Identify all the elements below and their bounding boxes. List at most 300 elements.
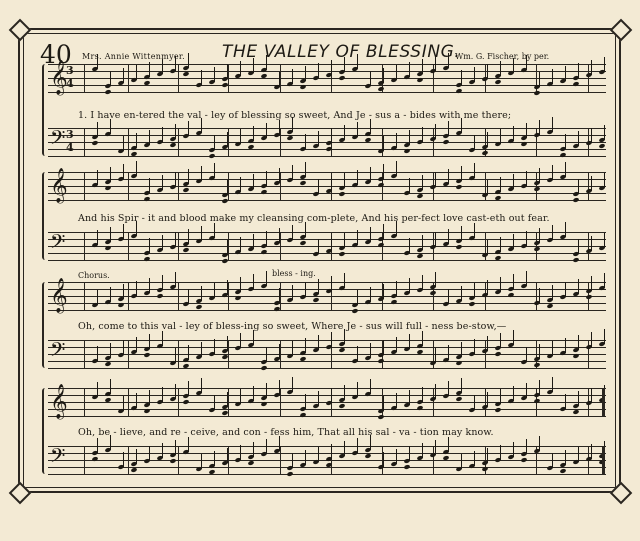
barline: [536, 282, 537, 310]
note-stem: [578, 179, 579, 194]
barline: [433, 446, 434, 474]
note-head: [338, 251, 345, 257]
note-stem: [578, 391, 579, 406]
note-stem: [565, 282, 566, 297]
note-stem: [422, 175, 423, 190]
note-stem: [162, 275, 163, 290]
note-stem: [552, 225, 553, 240]
barline: [84, 446, 85, 474]
note-head: [533, 398, 540, 404]
note-stem: [266, 123, 267, 138]
note-stem: [175, 384, 176, 399]
staff-line: [48, 232, 606, 233]
note-head: [403, 148, 410, 154]
note-head: [390, 299, 397, 305]
note-stem: [331, 444, 332, 459]
note-stem: [474, 67, 475, 82]
barline: [84, 172, 85, 200]
note-stem: [513, 442, 514, 457]
note-stem: [383, 340, 384, 355]
note-stem: [513, 174, 514, 189]
note-stem: [422, 235, 423, 250]
note-stem: [526, 383, 527, 398]
barline: [280, 282, 281, 310]
note-stem: [565, 134, 566, 149]
note-stem: [305, 338, 306, 353]
note-stem: [591, 276, 592, 291]
note-stem: [500, 61, 501, 76]
note-stem: [136, 393, 137, 408]
note-head: [520, 141, 527, 147]
note-stem: [136, 133, 137, 148]
note-stem: [175, 272, 176, 287]
note-stem: [201, 454, 202, 469]
note-stem: [318, 179, 319, 194]
note-head: [442, 139, 449, 145]
note-stem: [240, 389, 241, 404]
barline: [84, 232, 85, 260]
note-stem: [448, 437, 449, 452]
staff: [48, 340, 606, 368]
note-stem: [552, 453, 553, 468]
note-stem: [214, 67, 215, 82]
note-head: [572, 353, 579, 359]
note-head: [234, 295, 241, 301]
barline: [228, 446, 229, 474]
note-head: [117, 302, 124, 308]
note-stem: [149, 446, 150, 461]
time-signature: 3 4: [66, 64, 74, 90]
note-stem: [318, 391, 319, 406]
barline: [228, 232, 229, 260]
staff-line: [48, 446, 606, 447]
note-stem: [253, 58, 254, 73]
note-stem: [591, 444, 592, 459]
note-stem: [578, 63, 579, 78]
note-head: [377, 358, 384, 364]
note-stem: [266, 439, 267, 454]
lyric-line-1: 1. I have en-tered the val - ley of blessing so sweet, And Je - sus a - bides with me there;: [78, 110, 512, 121]
author-credit: Mrs. Annie Wittenmyer.: [82, 52, 186, 61]
note-stem: [513, 58, 514, 73]
note-stem: [565, 450, 566, 465]
note-stem: [175, 56, 176, 71]
note-stem: [97, 170, 98, 185]
note-stem: [526, 123, 527, 138]
note-head: [143, 408, 150, 414]
note-stem: [409, 130, 410, 145]
note-stem: [513, 274, 514, 289]
note-stem: [240, 61, 241, 76]
note-stem: [201, 286, 202, 301]
note-stem: [474, 339, 475, 354]
note-stem: [409, 390, 410, 405]
note-stem: [565, 162, 566, 177]
note-stem: [279, 168, 280, 183]
barline: [433, 128, 434, 156]
note-stem: [292, 165, 293, 180]
note-stem: [552, 377, 553, 392]
note-stem: [604, 329, 605, 344]
note-stem: [357, 438, 358, 453]
note-stem: [214, 283, 215, 298]
note-stem: [578, 239, 579, 254]
note-head: [104, 185, 111, 191]
note-stem: [305, 162, 306, 177]
note-stem: [253, 174, 254, 189]
note-stem: [604, 233, 605, 248]
note-head: [104, 361, 111, 367]
note-stem: [123, 452, 124, 467]
note-stem: [175, 440, 176, 455]
note-stem: [110, 343, 111, 358]
note-head: [481, 466, 488, 472]
staff: [48, 446, 606, 474]
note-stem: [123, 284, 124, 299]
note-stem: [513, 386, 514, 401]
barline: [128, 128, 129, 156]
barline: [280, 172, 281, 200]
note-stem: [448, 229, 449, 244]
note-stem: [500, 129, 501, 144]
note-stem: [591, 60, 592, 75]
note-stem: [487, 280, 488, 295]
note-stem: [357, 54, 358, 69]
note-stem: [149, 130, 150, 145]
note-stem: [435, 124, 436, 139]
treble-clef-icon: 𝄞: [50, 168, 68, 203]
note-stem: [604, 57, 605, 72]
note-stem: [175, 232, 176, 247]
system-brace: [42, 282, 47, 368]
note-stem: [526, 347, 527, 362]
note-head: [143, 352, 150, 358]
note-stem: [357, 122, 358, 137]
note-stem: [396, 65, 397, 80]
note-stem: [409, 278, 410, 293]
note-stem: [383, 136, 384, 151]
note-head: [572, 409, 579, 415]
note-stem: [97, 54, 98, 69]
note-stem: [422, 275, 423, 290]
note-stem: [149, 62, 150, 77]
note-stem: [162, 127, 163, 142]
note-stem: [552, 285, 553, 300]
staff-line: [48, 260, 606, 261]
barline: [178, 388, 179, 416]
note-stem: [578, 335, 579, 350]
staff: [48, 168, 606, 203]
barline: [228, 128, 229, 156]
note-stem: [201, 226, 202, 241]
barline: [128, 446, 129, 474]
note-stem: [240, 129, 241, 144]
note-stem: [370, 227, 371, 242]
note-stem: [448, 121, 449, 136]
note-stem: [591, 128, 592, 143]
note-stem: [539, 72, 540, 87]
note-stem: [513, 234, 514, 249]
staff-line: [48, 310, 606, 311]
note-stem: [526, 171, 527, 186]
note-head: [364, 453, 371, 459]
barline: [128, 388, 129, 416]
note-stem: [266, 231, 267, 246]
note-stem: [110, 119, 111, 134]
lyric-line-3: Oh, come to this val - ley of bless-ing so sweet, Where Je - sus will full - ness be-stow,—: [78, 321, 507, 332]
note-stem: [604, 173, 605, 188]
note-stem: [266, 347, 267, 362]
note-stem: [461, 286, 462, 301]
note-stem: [227, 180, 228, 195]
note-stem: [344, 441, 345, 456]
note-head: [338, 347, 345, 353]
note-stem: [123, 136, 124, 151]
note-stem: [422, 331, 423, 346]
note-head: [416, 77, 423, 83]
note-head: [416, 193, 423, 199]
note-stem: [383, 164, 384, 179]
note-stem: [214, 395, 215, 410]
note-head: [455, 360, 462, 366]
barline: [84, 282, 85, 310]
note-stem: [552, 165, 553, 180]
barline: [178, 172, 179, 200]
note-stem: [474, 223, 475, 238]
note-stem: [344, 57, 345, 72]
note-stem: [318, 63, 319, 78]
note-head: [468, 301, 475, 307]
note-stem: [474, 451, 475, 466]
lyric-line-4: Oh, be - lieve, and re - ceive, and con - fess him, That all his sal - va - tion may know.: [78, 427, 494, 438]
note-stem: [318, 447, 319, 462]
note-stem: [474, 283, 475, 298]
note-stem: [201, 166, 202, 181]
note-head: [377, 182, 384, 188]
note-stem: [331, 236, 332, 251]
note-stem: [279, 436, 280, 451]
treble-clef-icon: 𝄞: [50, 384, 68, 419]
treble-clef-icon: 𝄞: [50, 60, 68, 95]
note-stem: [162, 235, 163, 250]
note-stem: [591, 332, 592, 347]
note-stem: [435, 272, 436, 287]
note-stem: [201, 342, 202, 357]
staff-line: [48, 474, 606, 475]
note-stem: [227, 132, 228, 147]
note-stem: [565, 66, 566, 81]
note-head: [546, 303, 553, 309]
note-head: [494, 407, 501, 413]
note-stem: [474, 135, 475, 150]
note-stem: [500, 333, 501, 348]
note-stem: [292, 69, 293, 84]
note-head: [260, 189, 267, 195]
note-stem: [513, 330, 514, 345]
note-stem: [500, 445, 501, 460]
note-stem: [240, 237, 241, 252]
note-stem: [461, 166, 462, 181]
note-head: [260, 401, 267, 407]
note-stem: [357, 230, 358, 245]
note-stem: [383, 284, 384, 299]
note-stem: [344, 173, 345, 188]
note-head: [533, 186, 540, 192]
note-head: [455, 184, 462, 190]
note-stem: [422, 387, 423, 402]
note-stem: [162, 59, 163, 74]
note-stem: [578, 279, 579, 294]
note-stem: [344, 385, 345, 400]
note-stem: [331, 128, 332, 143]
note-stem: [123, 396, 124, 411]
note-stem: [370, 71, 371, 86]
note-stem: [591, 388, 592, 403]
note-stem: [370, 379, 371, 394]
note-stem: [448, 169, 449, 184]
note-stem: [305, 282, 306, 297]
staff-line: [48, 303, 606, 304]
note-stem: [175, 124, 176, 139]
note-stem: [110, 287, 111, 302]
note-stem: [292, 453, 293, 468]
staff: [48, 128, 606, 156]
note-stem: [188, 229, 189, 244]
note-stem: [565, 222, 566, 237]
note-stem: [253, 442, 254, 457]
note-stem: [435, 384, 436, 399]
bass-clef-icon: 𝄢: [50, 444, 66, 472]
note-stem: [474, 395, 475, 410]
staff: [48, 232, 606, 260]
note-stem: [357, 346, 358, 361]
staff-line: [48, 172, 606, 173]
note-stem: [149, 390, 150, 405]
note-stem: [188, 345, 189, 360]
barline: [84, 388, 85, 416]
note-head: [507, 292, 514, 298]
barline: [433, 388, 434, 416]
barline: [228, 172, 229, 200]
staff-line: [48, 92, 606, 93]
note-stem: [448, 53, 449, 68]
staff-line: [48, 239, 606, 240]
note-head: [338, 191, 345, 197]
note-stem: [461, 70, 462, 85]
note-stem: [305, 134, 306, 149]
note-head: [260, 249, 267, 255]
barline: [588, 64, 589, 92]
note-stem: [253, 330, 254, 345]
note-stem: [383, 396, 384, 411]
note-stem: [461, 226, 462, 241]
note-stem: [279, 120, 280, 135]
note-stem: [227, 392, 228, 407]
barline: [178, 232, 179, 260]
note-stem: [162, 331, 163, 346]
note-stem: [526, 55, 527, 70]
note-stem: [461, 342, 462, 357]
barline: [178, 446, 179, 474]
note-stem: [188, 289, 189, 304]
note-stem: [487, 132, 488, 147]
note-stem: [487, 180, 488, 195]
note-stem: [435, 172, 436, 187]
note-head: [403, 464, 410, 470]
note-stem: [383, 224, 384, 239]
barline: [128, 64, 129, 92]
note-head: [455, 244, 462, 250]
note-stem: [487, 392, 488, 407]
note-head: [533, 246, 540, 252]
lyric-line-2: And his Spir - it and blood make my cleansing com-plete, And his per-fect love cast-eth out fear.: [78, 213, 550, 224]
note-stem: [253, 274, 254, 289]
staff-line: [48, 388, 606, 389]
note-stem: [422, 127, 423, 142]
note-stem: [292, 377, 293, 392]
barline: [178, 64, 179, 92]
note-stem: [292, 341, 293, 356]
note-stem: [500, 389, 501, 404]
note-stem: [227, 280, 228, 295]
barline: [228, 340, 229, 368]
system-brace: [42, 172, 47, 260]
staff-line: [48, 200, 606, 201]
note-stem: [214, 339, 215, 354]
note-stem: [305, 450, 306, 465]
note-stem: [500, 277, 501, 292]
note-stem: [383, 452, 384, 467]
note-stem: [279, 228, 280, 243]
page-number: 40: [40, 40, 72, 69]
note-stem: [487, 448, 488, 463]
note-stem: [487, 336, 488, 351]
note-stem: [448, 345, 449, 360]
note-stem: [604, 125, 605, 140]
note-stem: [331, 332, 332, 347]
barline: [588, 172, 589, 200]
note-stem: [604, 273, 605, 288]
chorus-label: Chorus.: [78, 271, 110, 280]
note-head: [299, 84, 306, 90]
barline: [280, 388, 281, 416]
note-stem: [344, 273, 345, 288]
note-stem: [162, 387, 163, 402]
time-signature: 3 4: [66, 128, 74, 154]
note-stem: [539, 228, 540, 243]
note-stem: [305, 66, 306, 81]
staff-line: [48, 85, 606, 86]
bass-clef-icon: 𝄢: [50, 230, 66, 258]
note-stem: [396, 133, 397, 148]
note-stem: [539, 288, 540, 303]
note-stem: [318, 279, 319, 294]
system-brace: [42, 64, 47, 156]
note-stem: [396, 337, 397, 352]
barline: [280, 340, 281, 368]
bass-clef-icon: 𝄢: [50, 126, 66, 154]
note-stem: [97, 290, 98, 305]
note-stem: [240, 277, 241, 292]
note-head: [416, 405, 423, 411]
note-stem: [188, 121, 189, 136]
note-stem: [201, 378, 202, 393]
note-stem: [396, 449, 397, 464]
note-stem: [162, 175, 163, 190]
note-stem: [539, 120, 540, 135]
note-stem: [539, 344, 540, 359]
final-barline: [602, 446, 605, 474]
